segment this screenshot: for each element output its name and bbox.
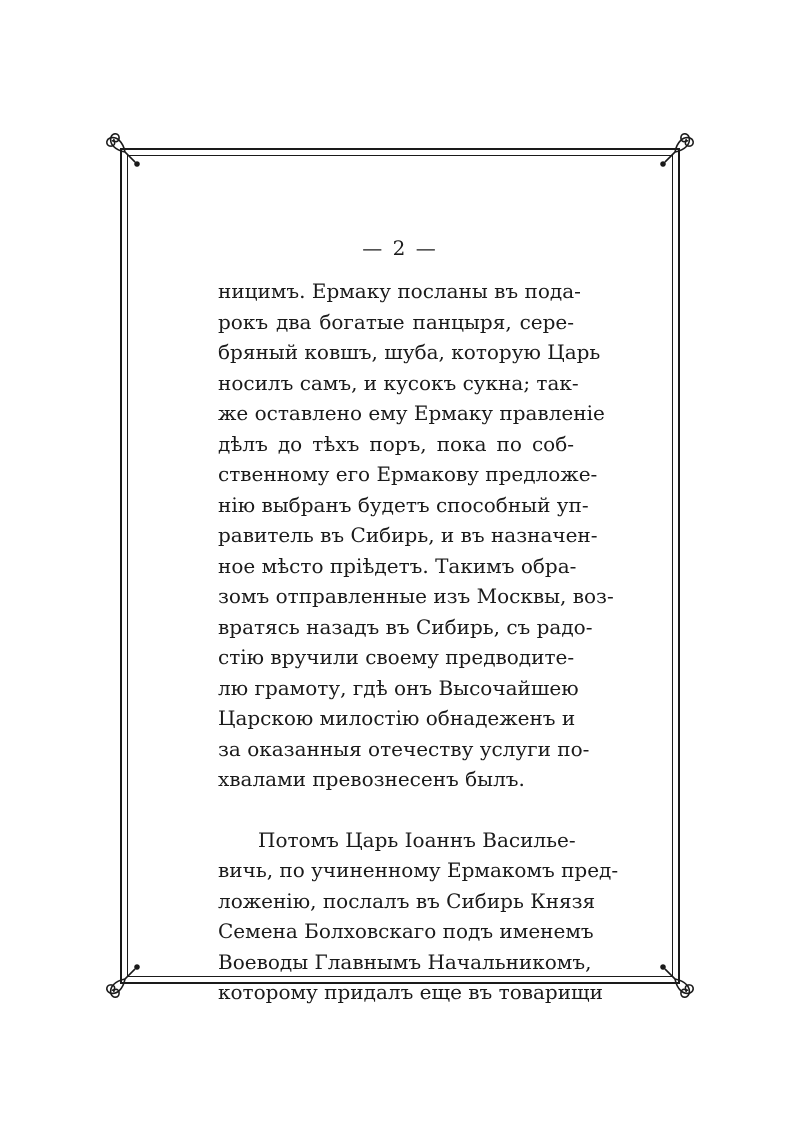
text-line: зомъ отправленные изъ Москвы, воз-: [218, 584, 614, 608]
text-line: ственному его Ермакову предложе-: [218, 462, 598, 486]
text-line: лю грамоту, гдѣ онъ Высочайшею: [218, 675, 579, 700]
body-text: [218, 276, 619, 1008]
page-number: — 2 —: [362, 236, 438, 260]
text-line: бряный ковшъ, шуба, которую Царь: [218, 340, 601, 364]
text-line: за оказанныя отечеству услуги по-: [218, 736, 590, 761]
text-line: ложенію, послалъ въ Сибирь Князя: [218, 888, 596, 913]
text-line: равитель въ Сибирь, и въ назначен-: [218, 523, 598, 547]
paragraph: [218, 825, 619, 1008]
text-line: носилъ самъ, и кусокъ сукна; так-: [218, 370, 579, 395]
text-line: Царскою милостію обнадеженъ и: [218, 706, 576, 730]
text-line: ницимъ. Ермаку посланы въ пода-: [218, 279, 581, 303]
text-line: хвалами превознесенъ былъ.: [218, 767, 525, 791]
text-line: ное мѣсто пріѣдетъ. Такимъ обра-: [218, 553, 577, 578]
text-line: же оставлено ему Ермаку правленіе: [218, 401, 605, 425]
text-line: рокъ два богатые панцыря, сере-: [218, 309, 574, 334]
text-line: Потомъ Царь Іоаннъ Васильe-: [258, 827, 576, 852]
corner-ornament-top-right: [653, 130, 697, 174]
text-line: вратясь назадъ въ Сибирь, съ радо-: [218, 614, 593, 639]
text-line: дѣлъ до тѣхъ поръ, пока по соб-: [218, 431, 574, 456]
paragraph-gap: [218, 795, 574, 825]
text-line: стію вручили своему предводите-: [218, 645, 575, 669]
corner-ornament-bottom-left: [103, 957, 147, 1001]
text-line: Воеводы Главнымъ Начальникомъ,: [218, 949, 592, 974]
corner-ornament-top-left: [103, 130, 147, 174]
paragraph: [218, 276, 614, 795]
text-line: вичь, по учиненному Ермакомъ пред-: [218, 858, 619, 882]
text-line: нію выбранъ будетъ способный уп-: [218, 492, 589, 517]
corner-ornament-bottom-right: [653, 957, 697, 1001]
text-line: которому придалъ еще въ товарищи: [218, 980, 603, 1004]
text-line: Семена Болховскаго подъ именемъ: [218, 919, 594, 943]
